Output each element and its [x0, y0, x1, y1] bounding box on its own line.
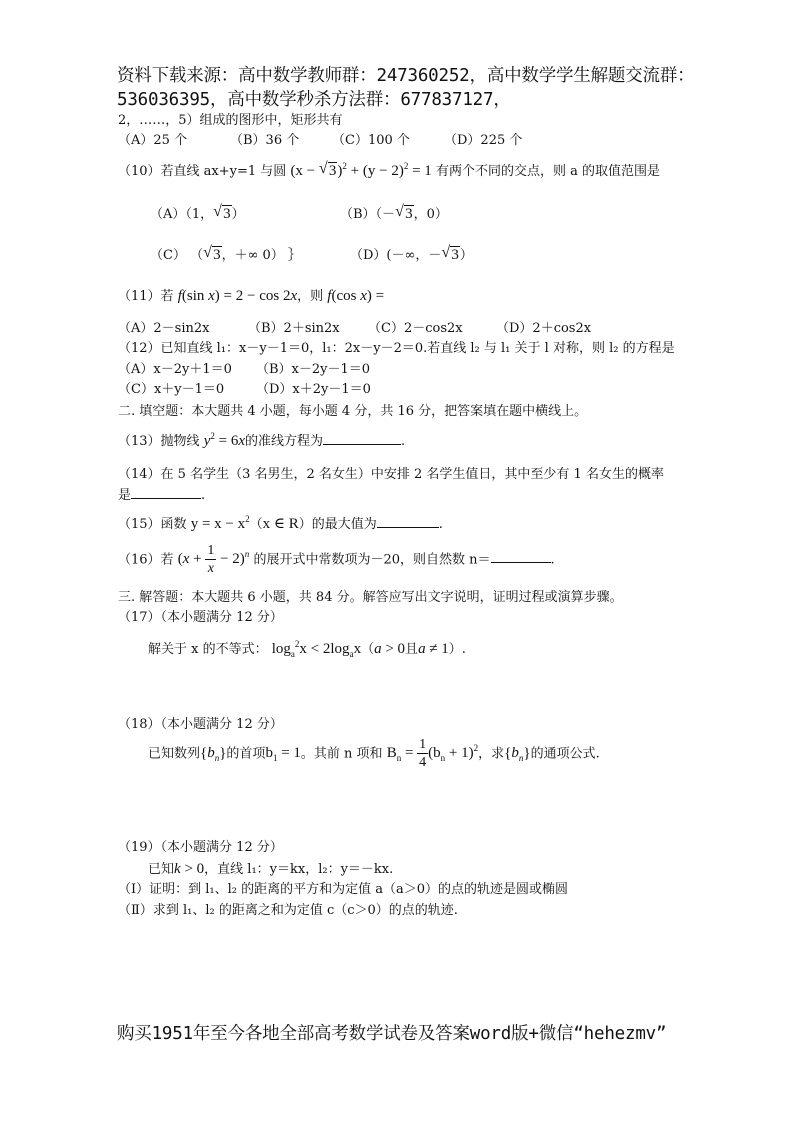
q11-option-d: （D）2＋cos2x [496, 321, 592, 336]
q15-answer-blank[interactable] [377, 515, 439, 528]
q16-stem: （16）若 (x + $\frac{1}{x}$ − 2)$^n$ 的展开式中常数项为－20，则自然数 n＝ . [118, 543, 555, 576]
q13-stem: （13）抛物线 $y^2 = 6x$的准线方程为 . [118, 431, 406, 449]
q15-stem: （15）函数 $y = x - x^2(x$ ∈ R）的最大值为 . [118, 514, 443, 532]
q19-given: 已知k > 0，直线 l₁：y＝kx，l₂：y＝－kx. [148, 861, 394, 877]
q19-part-2: （Ⅱ）求到 l₁、l₂ 的距离之和为定值 c（c＞0）的点的轨迹. [118, 903, 458, 918]
q17-inequality: $\log_a^2x < 2\log_ax$ [271, 639, 362, 659]
q10-pre: （10）若直线 ax+y=1 与圆 [118, 164, 287, 179]
q18-title: （18）（本小题满分 12 分） [118, 717, 283, 732]
q14-line-1: （14）在 5 名学生（3 名男生，2 名女生）中安排 2 名学生值日，其中至少有 1 名女生的概率 [118, 467, 664, 482]
q19-part-1: （Ⅰ）证明：到 l₁、l₂ 的距离的平方和为定值 a（a＞0）的点的轨迹是圆或椭圆 [118, 882, 569, 897]
q12-option-a: （A）x－2y＋1＝0 [118, 362, 232, 377]
q10-post: 有两个不同的交点，则 a 的取值范围是 [435, 164, 660, 179]
q14-line-2: 是 . [118, 488, 206, 503]
q10-option-d: （D）(－∞，－√ 3） [350, 244, 473, 264]
q12-stem: （12）已知直线 l₁：x－y－1＝0，l₁：2x－y－2＝0.若直线 l₂ 与 l₁ 关于 l 对称，则 l₂ 的方程是 [118, 341, 675, 356]
q9-option-b: （B）36 个 [230, 133, 300, 148]
q10-option-b: （B）（－√ 3，0） [340, 203, 448, 223]
q12-option-c: （C）x＋y－1＝0 [118, 382, 225, 397]
q10-option-a: （A）（1，√ 3） [150, 203, 245, 223]
q11-condition: f(sin x) = 2 − cos 2x [177, 288, 298, 304]
q18-sum-formula: $B_n$ = $\frac{1}{4}$ $(b_n + 1)^2$ [386, 737, 479, 770]
footer-ad: 购买1951年至今各地全部高考数学试卷及答案word版+微信“hehezmv” [117, 1024, 667, 1044]
section-2-heading: 二. 填空题：本大题共 4 小题，每小题 4 分，共 16 分，把答案填在题中横线上。 [118, 404, 588, 419]
q13-answer-blank[interactable] [323, 432, 401, 445]
q16-binomial: (x + $\frac{1}{x}$ − 2)$^n$ [177, 543, 250, 576]
q14-answer-blank[interactable] [131, 486, 201, 499]
q16-answer-blank[interactable] [491, 550, 551, 563]
q9-tail: 2，……，5）组成的图形中，矩形共有 [118, 113, 343, 128]
q19-title: （19）（本小题满分 12 分） [118, 840, 283, 855]
q17-title: （17）（本小题满分 12 分） [118, 610, 283, 625]
q10-option-c: （C） （√ 3，＋∞ 0） ｝ [150, 244, 301, 264]
q11-target: f(cos x) = [327, 288, 385, 304]
q9-option-c: （C）100 个 [332, 133, 410, 148]
q9-option-a: （A）25 个 [118, 133, 188, 148]
q9-option-d: （D）225 个 [444, 133, 523, 148]
q11-option-c: （C）2－cos2x [368, 321, 463, 336]
q11-option-a: （A）2－sin2x [118, 321, 210, 336]
q10-circle-equation: (x − √ $3)^2 + (y - 2)^2 = 1$ [290, 163, 431, 179]
header-line-1: 资料下载来源：高中数学教师群：247360252，高中数学学生解题交流群： [117, 66, 695, 86]
q10-stem [118, 160, 660, 180]
section-3-heading: 三. 解答题：本大题共 6 小题，共 84 分。解答应写出文字说明，证明过程或演算步骤。 [118, 590, 623, 605]
q13-parabola: $y^2 = 6x$ [203, 431, 245, 449]
q12-option-b: （B）x－2y－1＝0 [256, 362, 371, 377]
q11-option-b: （B）2＋sin2x [248, 321, 340, 336]
q17-stem: 解关于 x 的不等式： $\log_a^2x < 2\log_ax(a > 0$且a ≠ 1）. [148, 639, 466, 659]
header-line-2: 536036395，高中数学秒杀方法群：677837127， [117, 90, 511, 110]
q11-stem: （11）若 f(sin x) = 2 − cos 2x，则 f(cos x) = [118, 288, 385, 304]
q15-function: $y = x - x^2$ [190, 514, 250, 532]
q18-stem: 已知数列$\{b_n\}$的首项$b_1 = 1$。其前 n 项和 $B_n$ = $\frac{1}{4}$ $(b_n + 1)^2$，求$\{b_n\}$的通项公式. [148, 737, 600, 770]
q12-option-d: （D）x＋2y－1＝0 [256, 382, 371, 397]
